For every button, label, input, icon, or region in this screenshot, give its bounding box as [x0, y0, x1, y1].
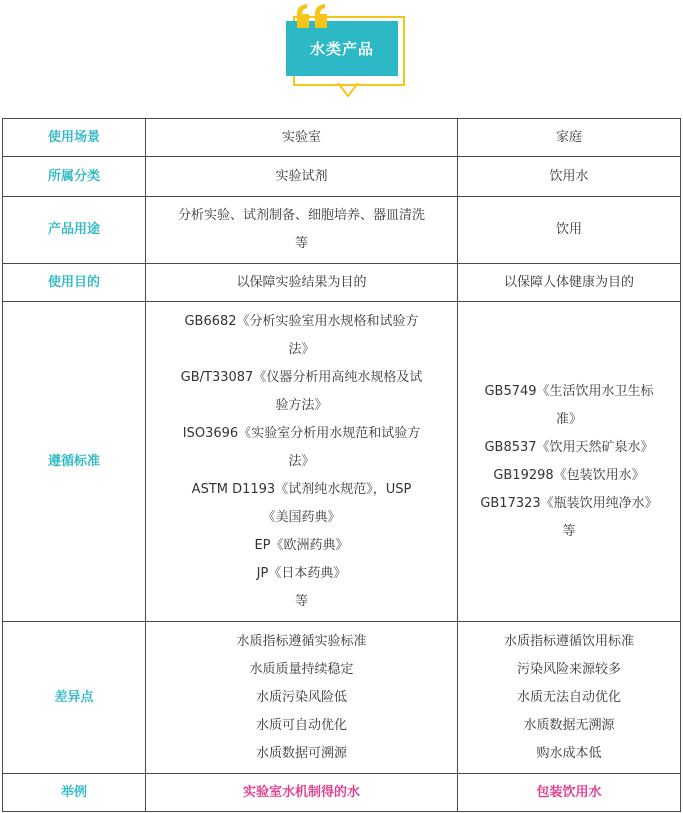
lab-cell: 分析实验、试剂制备、细胞培养、器皿清洗 等 [146, 197, 458, 264]
home-cell: 家庭 [458, 119, 681, 157]
row-label: 遵循标准 [3, 302, 146, 622]
section-header [0, 0, 683, 100]
home-cell: 饮用水 [458, 157, 681, 197]
table-row [3, 774, 681, 812]
table-row [3, 119, 681, 157]
lab-cell: 水质指标遵循实验标准 水质质量持续稳定 水质污染风险低 水质可自动优化 水质数据可溯源 [146, 622, 458, 774]
home-cell: 水质指标遵循饮用标准 污染风险来源较多 水质无法自动优化 水质数据无溯源 购水成本低 [458, 622, 681, 774]
table-row [3, 622, 681, 774]
home-cell: GB5749《生活饮用水卫生标 准》 GB8537《饮用天然矿泉水》 GB19298《包装饮用水》 GB17323《瓶装饮用纯净水》 等 [458, 302, 681, 622]
row-label: 所属分类 [3, 157, 146, 197]
row-label: 产品用途 [3, 197, 146, 264]
quote-icon [295, 2, 331, 30]
lab-cell: 以保障实验结果为目的 [146, 264, 458, 302]
home-cell: 饮用 [458, 197, 681, 264]
pointer-icon [337, 82, 359, 98]
comparison-table [2, 118, 681, 812]
row-label: 差异点 [3, 622, 146, 774]
section-title: 水类产品 [286, 21, 398, 76]
table-row [3, 197, 681, 264]
table-row [3, 302, 681, 622]
lab-cell: 实验室 [146, 119, 458, 157]
lab-example: 实验室水机制得的水 [146, 774, 458, 812]
home-cell: 以保障人体健康为目的 [458, 264, 681, 302]
row-label: 使用场景 [3, 119, 146, 157]
table-row [3, 157, 681, 197]
row-label: 使用目的 [3, 264, 146, 302]
row-label: 举例 [3, 774, 146, 812]
lab-cell: 实验试剂 [146, 157, 458, 197]
home-example: 包装饮用水 [458, 774, 681, 812]
lab-cell: GB6682《分析实验室用水规格和试验方 法》 GB/T33087《仪器分析用高纯水规格及试 验方法》 ISO3696《实验室分析用水规范和试验方 法》 ASTM D1193《试剂纯水规范》，USP 《美国药典》 EP《欧洲药典》 JP《日本药典》 等 [146, 302, 458, 622]
table-row [3, 264, 681, 302]
